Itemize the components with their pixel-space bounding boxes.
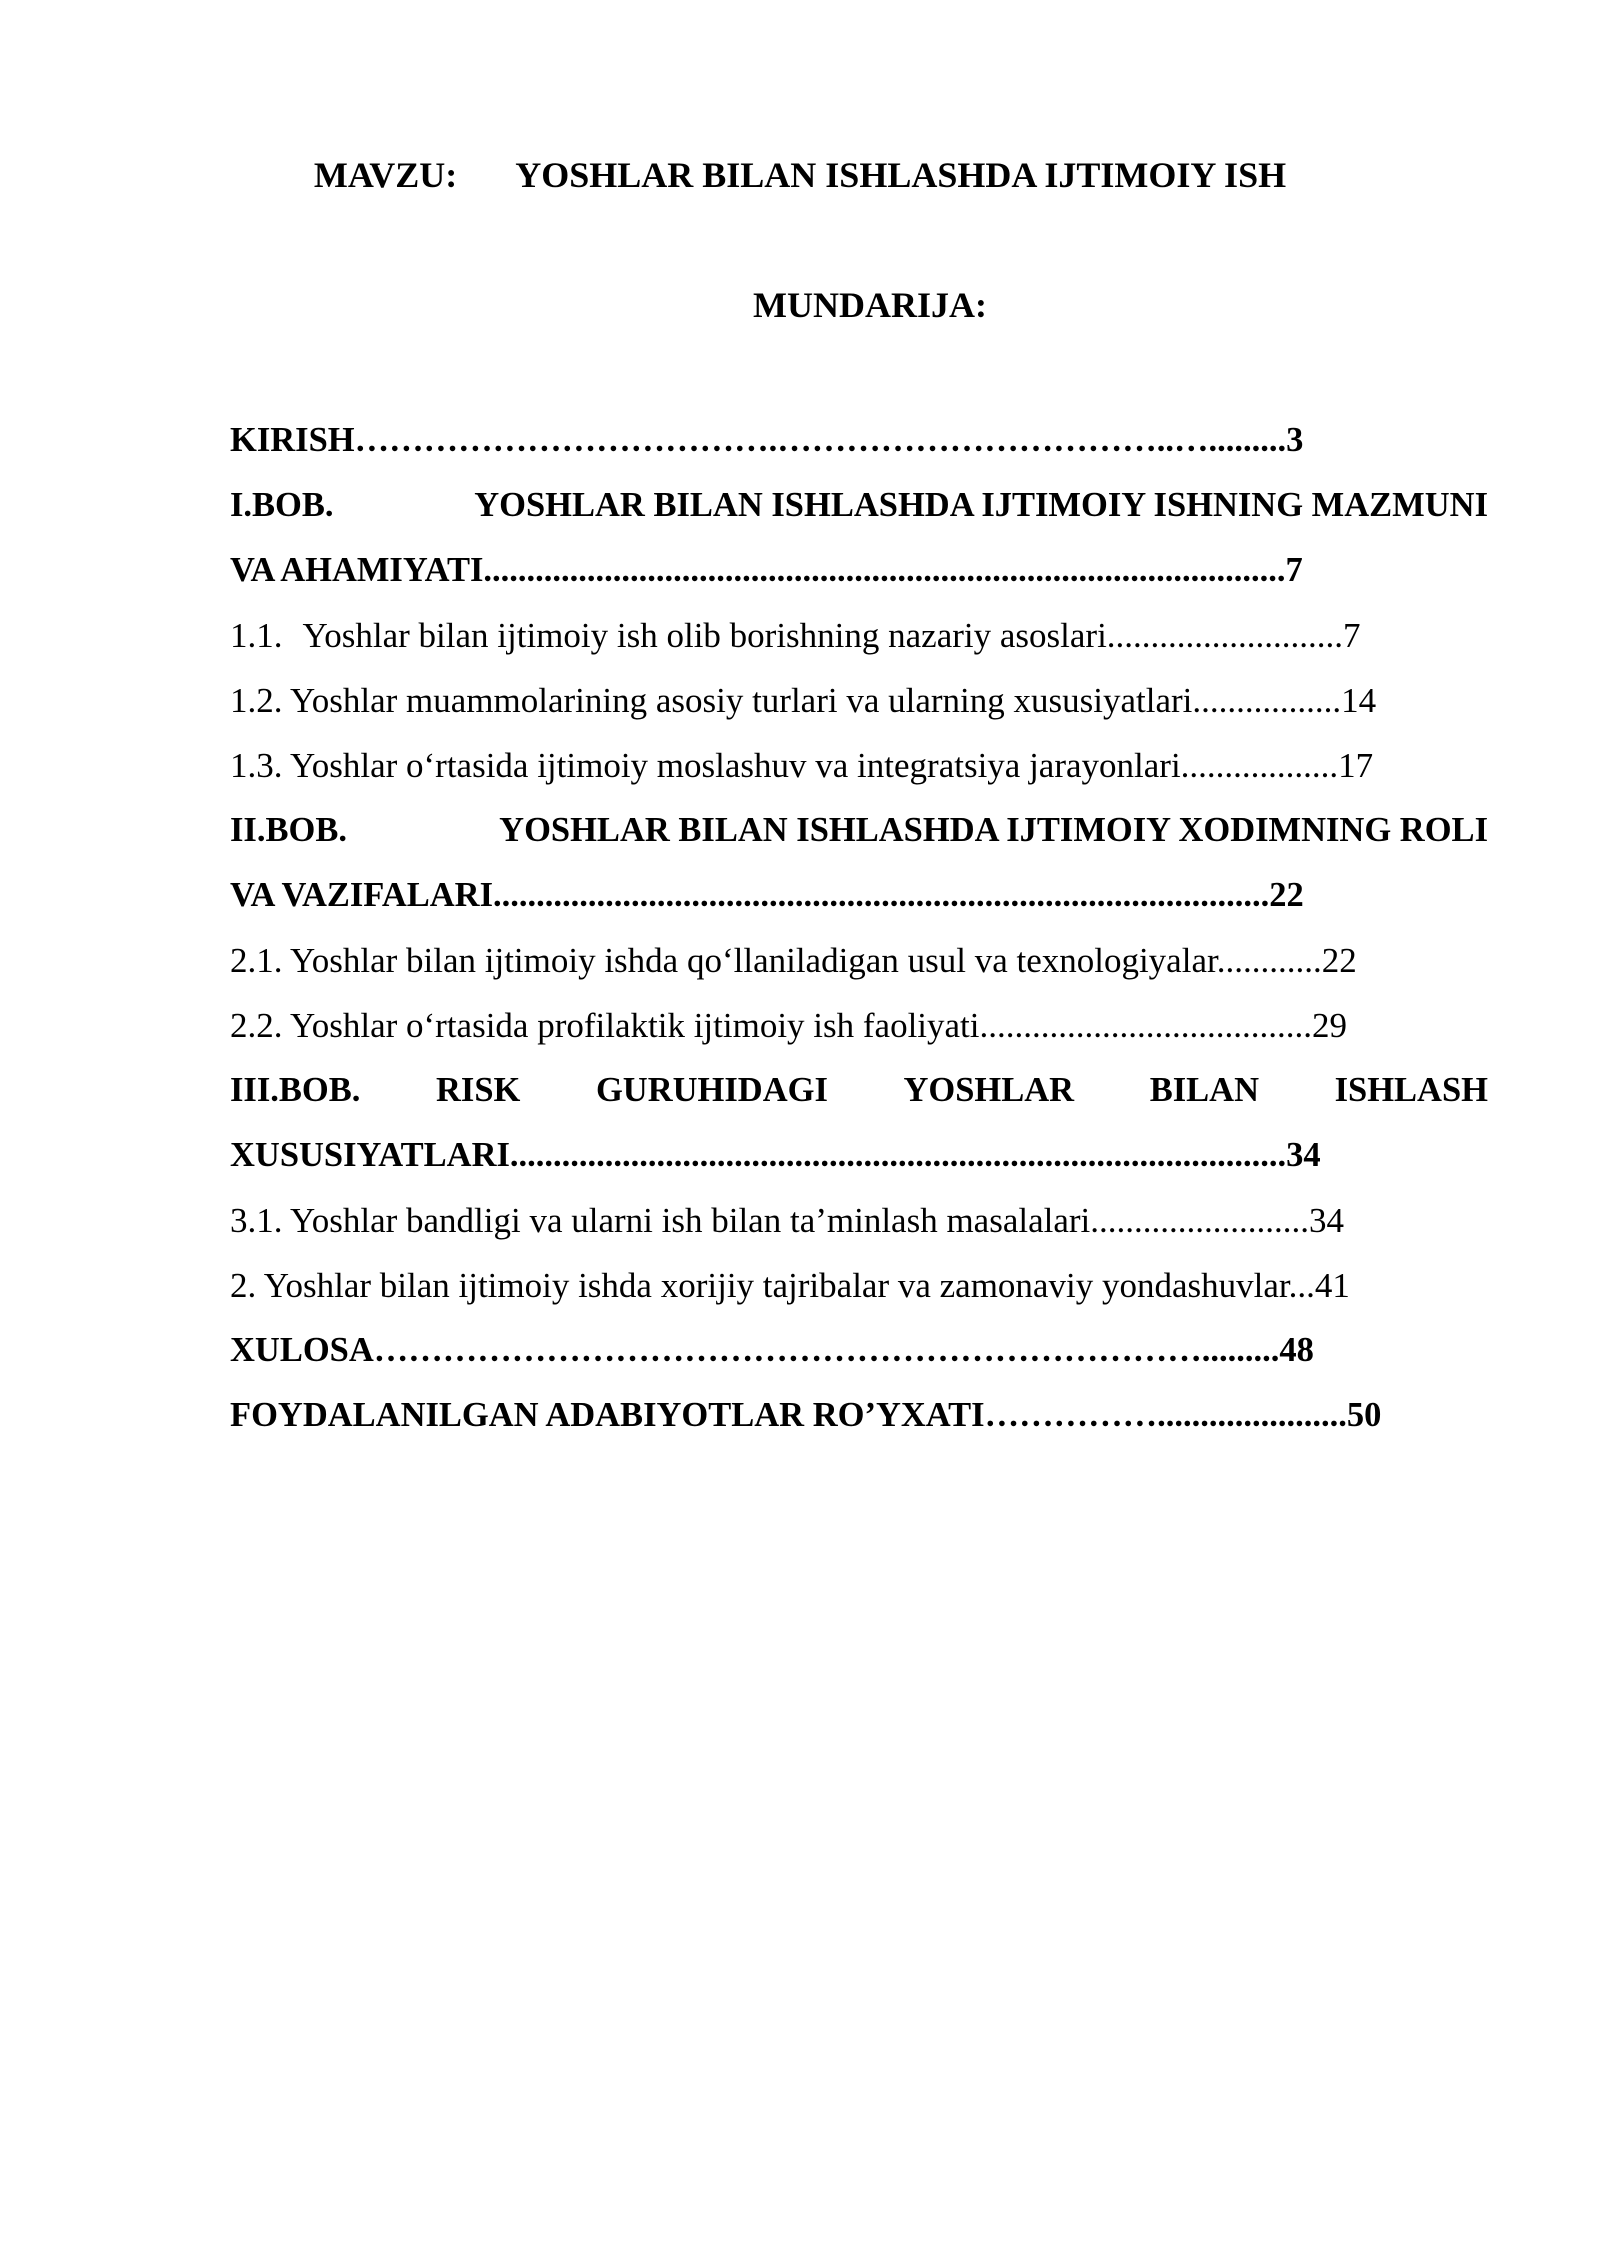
toc-bob3-word: GURUHIDAGI: [595, 1071, 828, 1109]
toc-entry-bob1: [230, 473, 1488, 538]
toc-bob3-word: III.BOB.: [230, 1071, 361, 1109]
toc-bob1-title: YOSHLAR BILAN ISHLASHDA IJTIMOIY ISHNING MAZMUNI: [474, 486, 1488, 524]
toc-entry-bob3-cont: XUSUSIYATLARI..........................................................................................34: [230, 1136, 1321, 1174]
toc-entry-xulosa: XULOSA……………………………………………………………….........48: [230, 1331, 1314, 1369]
toc-entry-1-1: [230, 603, 1488, 668]
toc-bob3-word: BILAN: [1149, 1071, 1259, 1109]
toc-entry-adabiyotlar: FOYDALANILGAN ADABIYOTLAR RO’YXATI……………......................50: [230, 1396, 1382, 1434]
toc-entry-2-2: 2.2. Yoshlar oʻrtasida profilaktik ijtimoiy ish faoliyati......................................29: [230, 1006, 1348, 1045]
toc-bob3-word: ISHLASH: [1334, 1071, 1488, 1109]
toc-entry-bob3: [230, 1058, 1488, 1123]
toc-entry-bob2: [230, 798, 1488, 863]
toc-entry-1-3: 1.3. Yoshlar oʻrtasida ijtimoiy moslashuv va integratsiya jarayonlari..................17: [230, 746, 1374, 785]
toc-1-1-number: 1.1.: [230, 616, 283, 655]
toc-bob3-word: RISK: [435, 1071, 521, 1109]
toc-1-1-text: Yoshlar bilan ijtimoiy ish olib borishning nazariy asoslari...........................7: [302, 616, 1361, 655]
title-text: YOSHLAR BILAN ISHLASHDA IJTIMOIY ISH: [515, 155, 1287, 195]
toc-entry-bob2-cont: VA VAZIFALARI..........................................................................................22: [230, 876, 1304, 914]
toc-entry-2-1: 2.1. Yoshlar bilan ijtimoiy ishda qoʻllaniladigan usul va texnologiyalar............22: [230, 941, 1357, 980]
title-label: MAVZU:: [313, 155, 458, 195]
toc-entry-bob1-cont: VA AHAMIYATI.............................................................................................7: [230, 551, 1303, 589]
toc-heading: MUNDARIJA:: [753, 285, 987, 325]
toc-entry-3-2: 2. Yoshlar bilan ijtimoiy ishda xorijiy tajribalar va zamonaviy yondashuvlar...41: [230, 1266, 1350, 1305]
toc-bob1-label: I.BOB.: [230, 486, 334, 524]
toc-bob2-label: II.BOB.: [230, 811, 347, 849]
toc-bob3-word: YOSHLAR: [903, 1071, 1075, 1109]
toc-bob2-title: YOSHLAR BILAN ISHLASHDA IJTIMOIY XODIMNING ROLI: [499, 811, 1488, 849]
toc-entry-kirish: KIRISH……………………………….……………………………..….........3: [230, 421, 1304, 459]
table-of-contents: [230, 408, 1488, 1448]
document-title: [0, 150, 1600, 200]
toc-entry-3-1: 3.1. Yoshlar bandligi va ularni ish bilan ta’minlash masalalari.........................34: [230, 1201, 1345, 1240]
toc-entry-1-2: 1.2. Yoshlar muammolarining asosiy turlari va ularning xususiyatlari.................14: [230, 681, 1377, 720]
